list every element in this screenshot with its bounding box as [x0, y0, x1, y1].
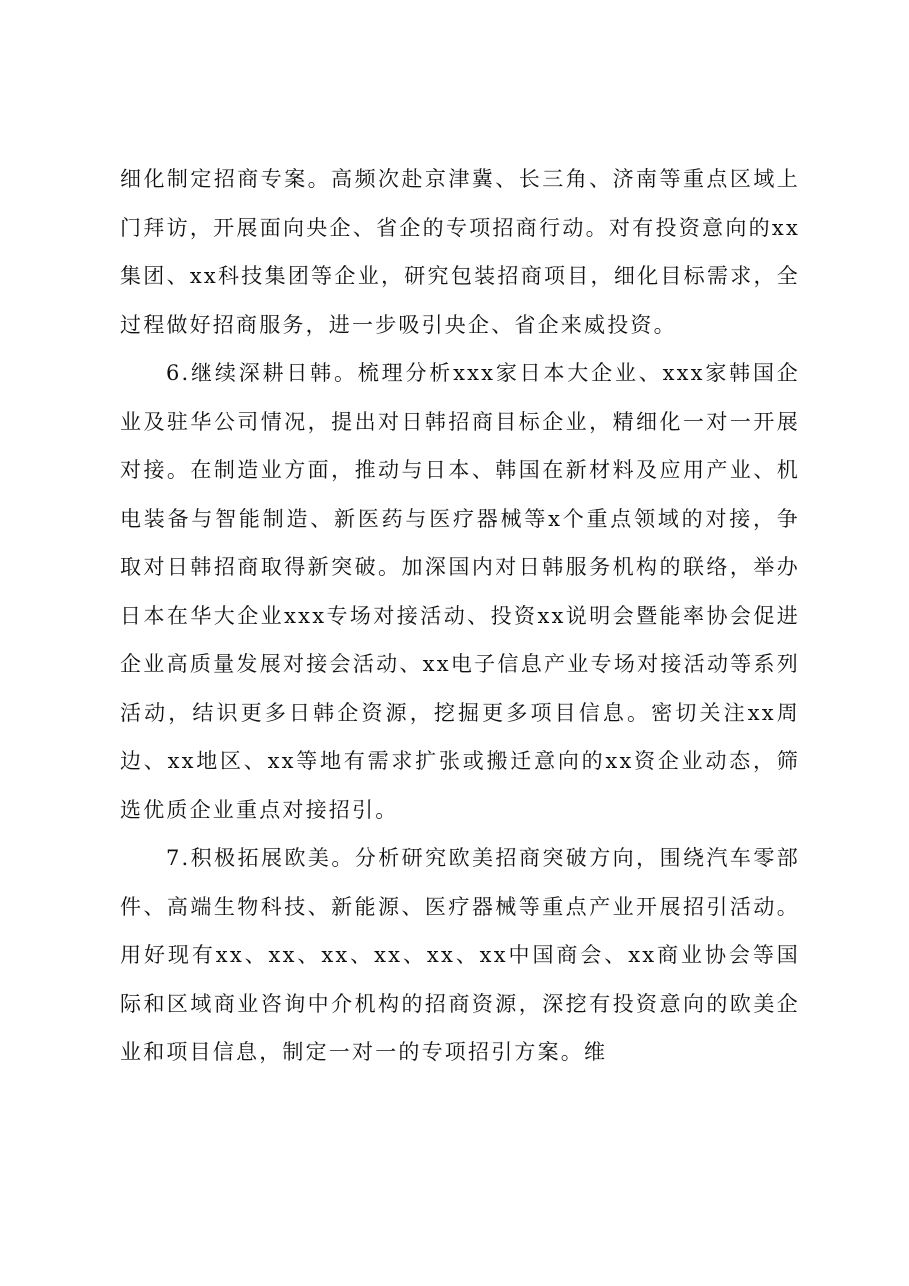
paragraph-continuation: 细化制定招商专案。高频次赴京津冀、长三角、济南等重点区域上门拜访，开展面向央企、省企的专项招商行动。对有投资意向的xx集团、xx科技集团等企业，研究包装招商项目，细化目标需求，全过程做好招商服务，进一步吸引央企、省企来威投资。 — [120, 167, 800, 337]
document-page — [120, 155, 800, 1077]
paragraph-item-7: 7.积极拓展欧美。分析研究欧美招商突破方向，围绕汽车零部件、高端生物科技、新能源、医疗器械等重点产业开展招引活动。用好现有xx、xx、xx、xx、xx、xx中国商会、xx商业协会等国际和区域商业咨询中介机构的招商资源，深挖有投资意向的欧美企业和项目信息，制定一对一的专项招引方案。维 — [120, 846, 800, 1064]
paragraph-item-6: 6.继续深耕日韩。梳理分析xxx家日本大企业、xxx家韩国企业及驻华公司情况，提出对日韩招商目标企业，精细化一对一开展对接。在制造业方面，推动与日本、韩国在新材料及应用产业、机电装备与智能制造、新医药与医疗器械等x个重点领域的对接，争取对日韩招商取得新突破。加深国内对日韩服务机构的联络，举办日本在华大企业xxx专场对接活动、投资xx说明会暨能率协会促进企业高质量发展对接会活动、xx电子信息产业专场对接活动等系列活动，结识更多日韩企资源，挖掘更多项目信息。密切关注xx周边、xx地区、xx等地有需求扩张或搬迁意向的xx资企业动态，筛选优质企业重点对接招引。 — [120, 361, 800, 822]
